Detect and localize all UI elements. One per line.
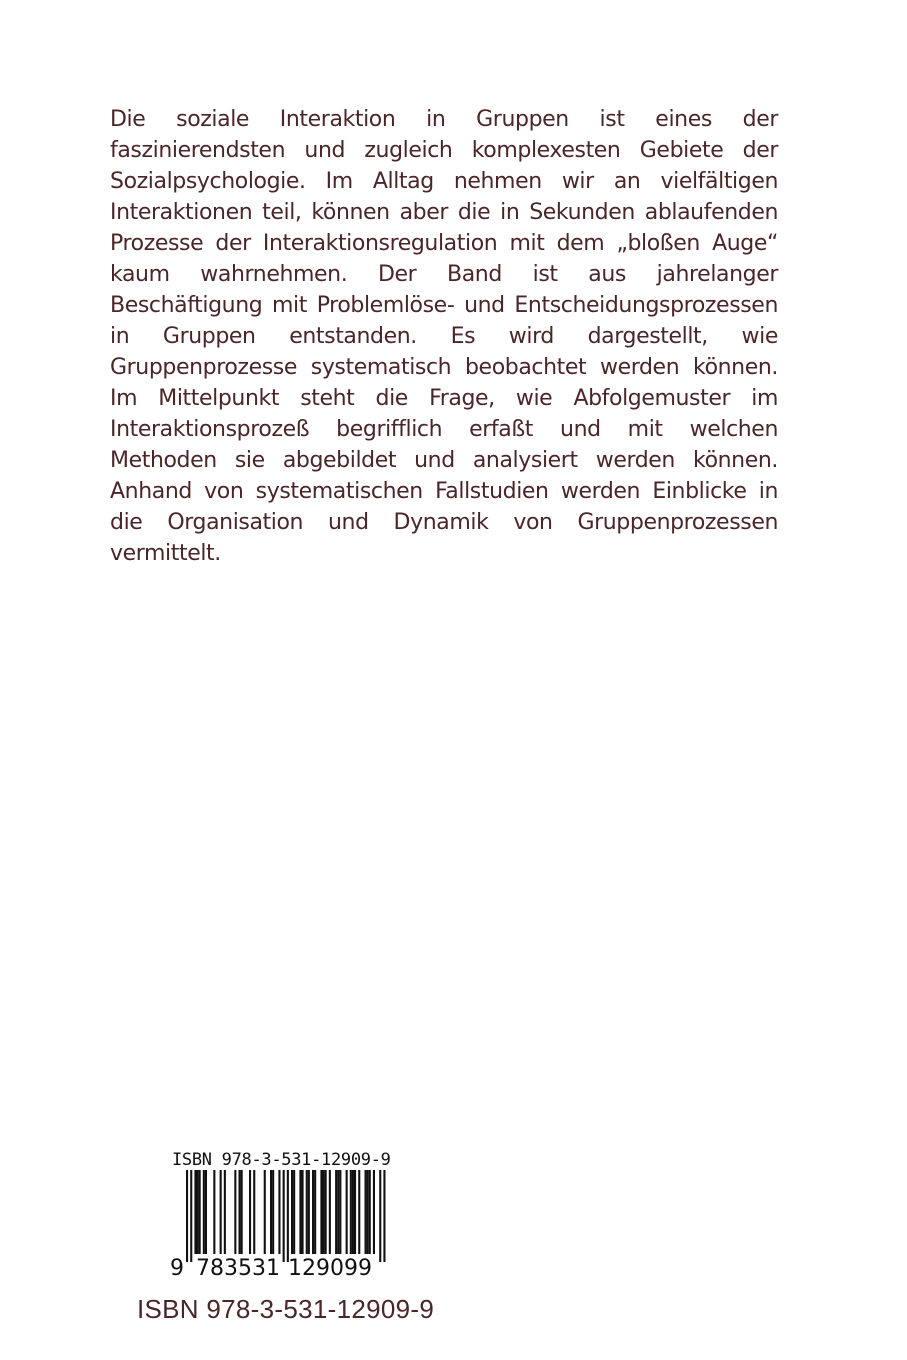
barcode-bar bbox=[369, 1170, 371, 1254]
barcode-bar bbox=[335, 1170, 337, 1254]
barcode-bar bbox=[186, 1170, 188, 1262]
barcode-bar bbox=[358, 1170, 360, 1254]
barcode-bar bbox=[306, 1170, 308, 1254]
barcode-bar bbox=[199, 1170, 201, 1254]
barcode-block bbox=[160, 1150, 400, 1280]
barcode-bars bbox=[186, 1170, 386, 1262]
barcode-bar bbox=[293, 1170, 295, 1254]
barcode-bar bbox=[270, 1170, 272, 1254]
barcode-bar bbox=[239, 1170, 241, 1254]
barcode-bar bbox=[383, 1170, 385, 1262]
barcode-bar bbox=[220, 1170, 222, 1254]
barcode-bar bbox=[291, 1170, 293, 1254]
barcode-bar bbox=[354, 1170, 356, 1254]
barcode-bar bbox=[283, 1170, 285, 1262]
barcode-bar bbox=[203, 1170, 205, 1254]
back-cover-blurb: Die soziale Interaktion in Gruppen ist eines der faszinierendsten und zugleich komplexesten Gebiete der Sozialpsychologie. Im Alltag nehmen wir an vielfältigen Interaktionen teil, können aber die in Sekunden ablaufenden Prozesse der Interaktionsregulation mit dem „bloßen Auge“ kaum wahrnehmen. Der Band ist aus jahrelanger Beschäftigung mit Problemlöse- und Entscheidungsprozessen in Gruppen entstanden. Es wird dargestellt, wie Gruppenprozesse systematisch beobachtet werden können. Im Mittelpunkt steht die Frage, wie Abfolgemuster im Interaktionsprozeß begrifflich erfaßt und mit welchen Methoden sie abgebildet und analysiert werden können. Anhand von systematischen Fallstudien werden Einblicke in die Organisation und Dynamik von Gruppenprozessen vermittelt. bbox=[110, 107, 778, 566]
barcode-bar bbox=[352, 1170, 354, 1254]
barcode-bar bbox=[308, 1170, 310, 1254]
barcode-bar bbox=[323, 1170, 325, 1254]
barcode-bar bbox=[339, 1170, 341, 1254]
barcode-bar bbox=[325, 1170, 327, 1254]
barcode-bar bbox=[241, 1170, 243, 1254]
barcode-bar bbox=[302, 1170, 304, 1254]
barcode-bar bbox=[287, 1170, 289, 1262]
barcode-bar bbox=[312, 1170, 314, 1254]
barcode-bar bbox=[249, 1170, 251, 1254]
barcode-bar bbox=[264, 1170, 266, 1254]
ean13-barcode bbox=[160, 1170, 400, 1280]
barcode-bar bbox=[234, 1170, 236, 1254]
barcode-bar bbox=[379, 1170, 381, 1262]
barcode-bar bbox=[272, 1170, 274, 1254]
barcode-bar bbox=[213, 1170, 215, 1254]
isbn-bottom-label: ISBN 978-3-531-12909-9 bbox=[137, 1294, 435, 1324]
barcode-bar bbox=[205, 1170, 207, 1254]
barcode-digits-left: 783531 bbox=[196, 1256, 280, 1280]
barcode-bar bbox=[320, 1170, 322, 1254]
barcode-digit-first: 9 bbox=[170, 1256, 184, 1280]
barcode-bar bbox=[365, 1170, 367, 1254]
barcode-bar bbox=[197, 1170, 199, 1254]
barcode-bar bbox=[194, 1170, 196, 1254]
barcode-bar bbox=[367, 1170, 369, 1254]
barcode-bar bbox=[337, 1170, 339, 1254]
barcode-bar bbox=[329, 1170, 331, 1254]
barcode-bar bbox=[190, 1170, 192, 1262]
barcode-bar bbox=[224, 1170, 226, 1254]
barcode-bar bbox=[346, 1170, 348, 1254]
barcode-bar bbox=[278, 1170, 280, 1254]
barcode-bar bbox=[299, 1170, 301, 1254]
barcode-isbn-label: ISBN 978-3-531-12909-9 bbox=[172, 1150, 391, 1170]
barcode-bar bbox=[373, 1170, 375, 1254]
barcode-bar bbox=[314, 1170, 316, 1254]
barcode-digits-right: 129099 bbox=[288, 1256, 372, 1280]
barcode-bar bbox=[253, 1170, 255, 1254]
barcode-bar bbox=[350, 1170, 352, 1254]
